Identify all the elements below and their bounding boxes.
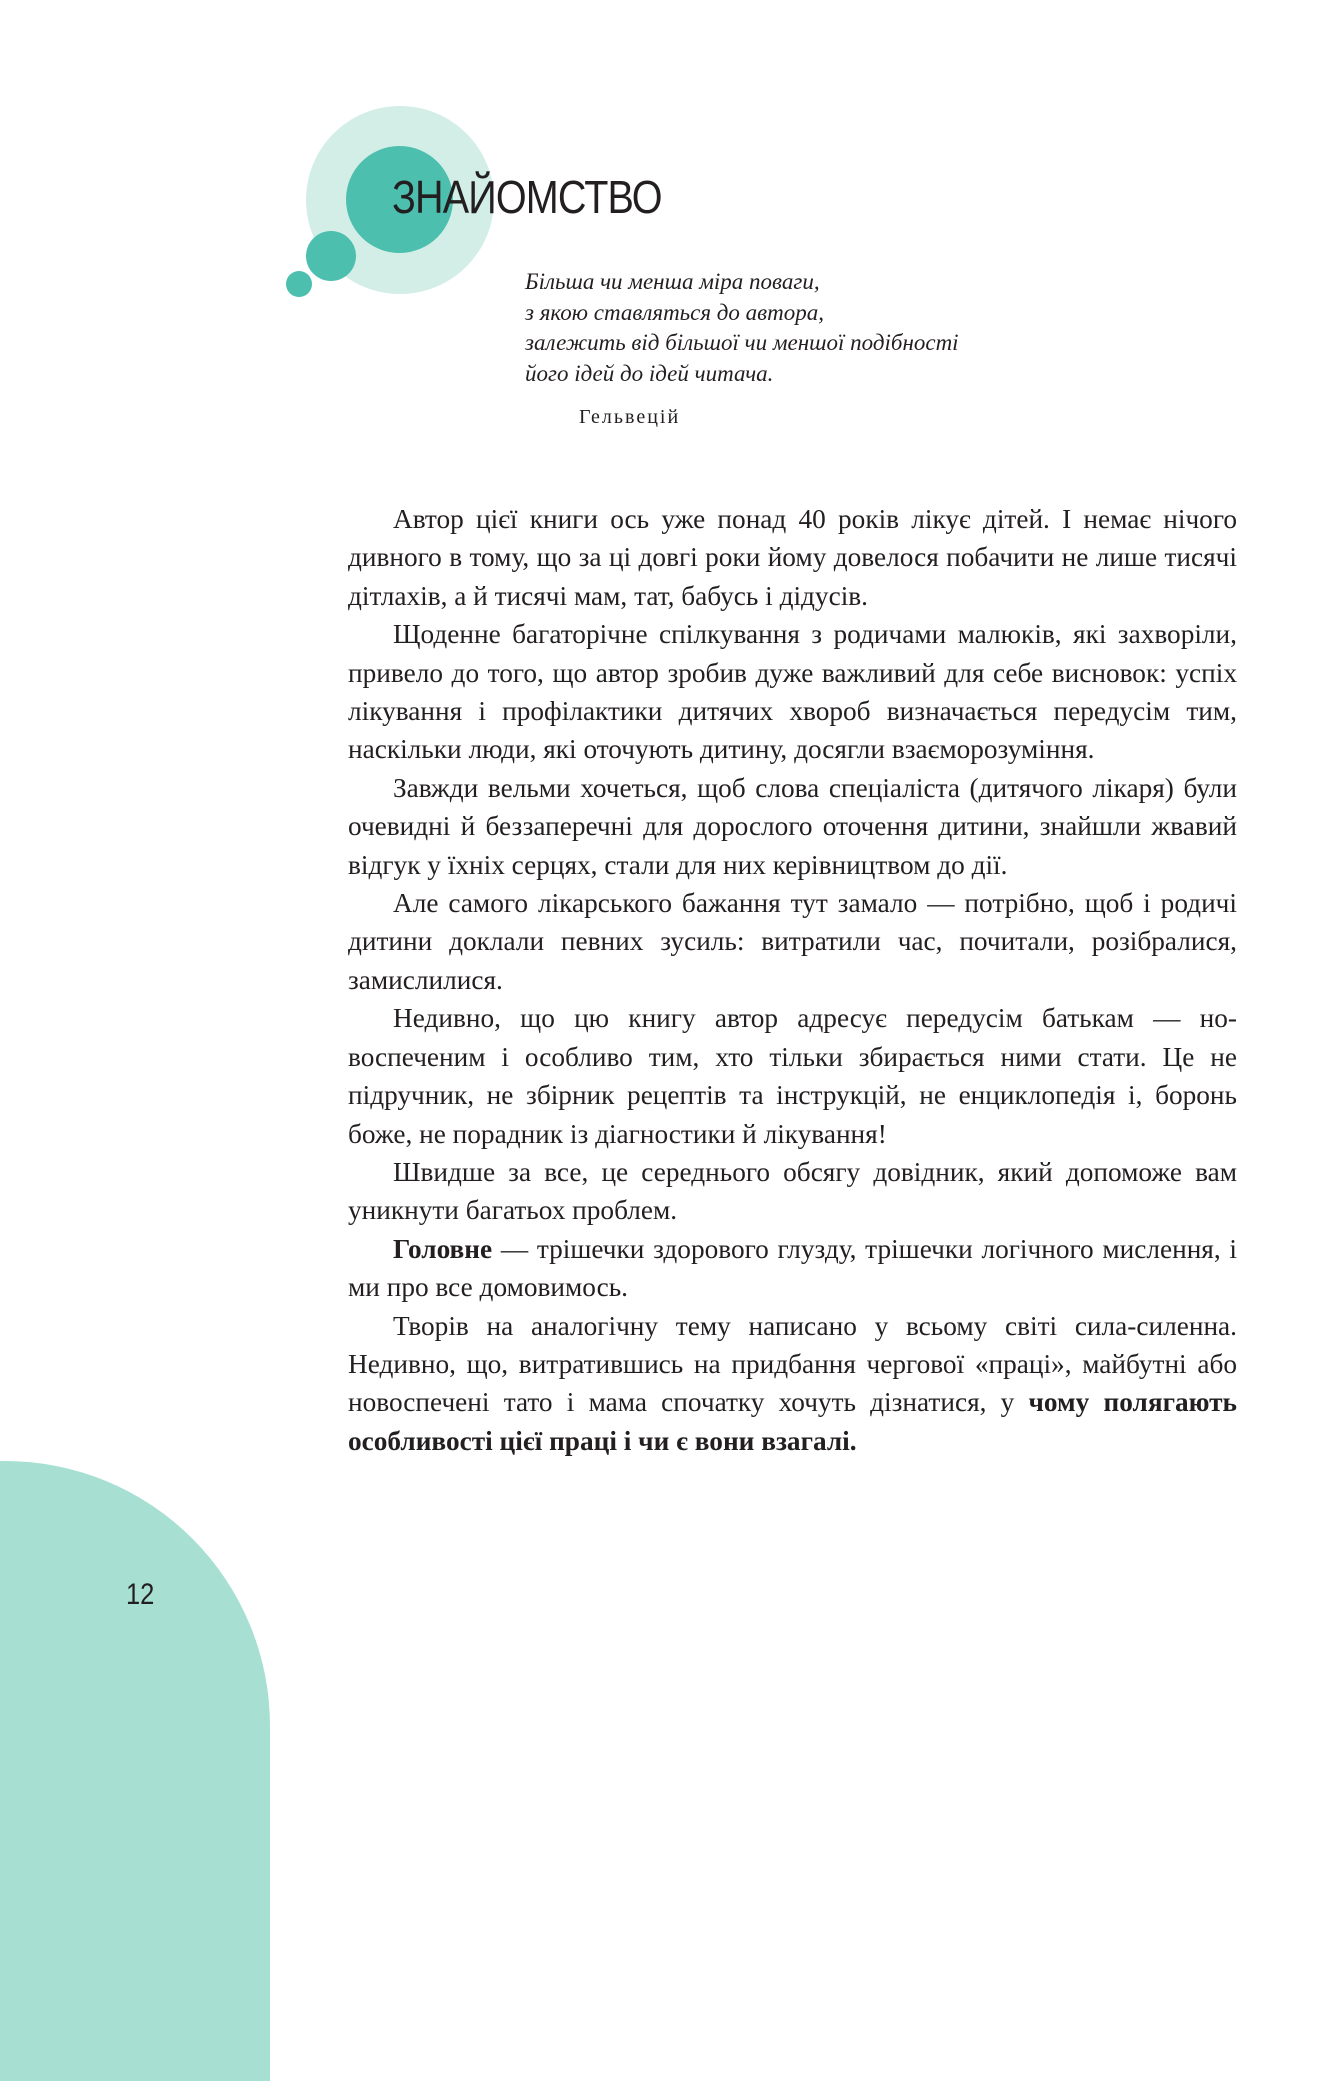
- page-number: 12: [126, 1578, 155, 1611]
- epigraph-line: Більша чи менша міра поваги,: [525, 269, 820, 294]
- body-text: [348, 500, 1237, 1460]
- paragraph-last: [348, 1307, 1237, 1461]
- epigraph-line: з якою ставляться до автора,: [525, 299, 825, 325]
- epigraph-author: Гельвецій: [579, 406, 681, 428]
- paragraph-main-rest: — трішечки здорового глузду, трішечки логічного мислення, і ми про все домовимось.: [348, 1233, 1237, 1303]
- paragraph-last-text: Творів на аналогічну тему написано у всьому світі сила-силенна. Недивно, що, витратившись на придбання чергової «праці», майбутні або новоспечені тато і мама спочатку хочуть дізнатися, у: [348, 1310, 1237, 1418]
- epigraph: [525, 267, 1045, 389]
- decor-circle-medium: [306, 231, 356, 281]
- paragraph: Щоденне багаторічне спілкування з родичами малюків, які захворіли, привело до того, що автор зробив дуже важливий для себе висновок: успіх лікування і профілактики дитячих хвороб визначається передусім тим, наскільки люди, які оточують дитину, досягли взаєморозуміння.: [348, 619, 1237, 765]
- corner-decor-shape: [0, 1461, 270, 2081]
- decor-circle-small: [286, 271, 312, 297]
- chapter-title: ЗНАЙОМСТВО: [392, 171, 662, 223]
- paragraph: Швидше за все, це середнього обсягу довідник, який допоможе вам уникнути багатьох проблем.: [348, 1156, 1237, 1226]
- paragraph-bold-tail: чому полягають особливості цієї праці і чи є вони взагалі.: [348, 1387, 1237, 1456]
- paragraph: Але самого лікарського бажання тут замало — потрібно, щоб і родичі дитини доклали певних зусиль: витратили час, почитали, розібралися, замислилися.: [348, 888, 1237, 995]
- paragraph-bold-lead: Головне: [393, 1233, 493, 1264]
- epigraph-line: його ідей до ідей читача.: [525, 360, 774, 386]
- paragraph-main: [348, 1230, 1237, 1307]
- paragraph: Недивно, що цю книгу автор адресує передусім батькам — новоспеченим і особливо тим, хто тільки збирається ними стати. Це не підручник, не збірник рецептів та інструкцій, не енциклопедія і, боронь боже, не порадник із діагностики й лікування!: [348, 1003, 1237, 1149]
- epigraph-line: залежить від більшої чи меншої подібності: [525, 330, 959, 355]
- paragraph: Завжди вельми хочеться, щоб слова спеціаліста (дитячого лікаря) були очевидні й беззаперечні для дорослого оточення дитини, знайшли жвавий відгук у їхніх серцях, стали для них керівництвом до дії.: [348, 772, 1237, 880]
- paragraph: Автор цієї книги ось уже понад 40 років лікує дітей. І немає нічого дивного в тому, що за ці довгі роки йому довелося побачити не лише тисячі дітлахів, а й тисячі мам, тат, бабусь і дідусів.: [348, 504, 1237, 611]
